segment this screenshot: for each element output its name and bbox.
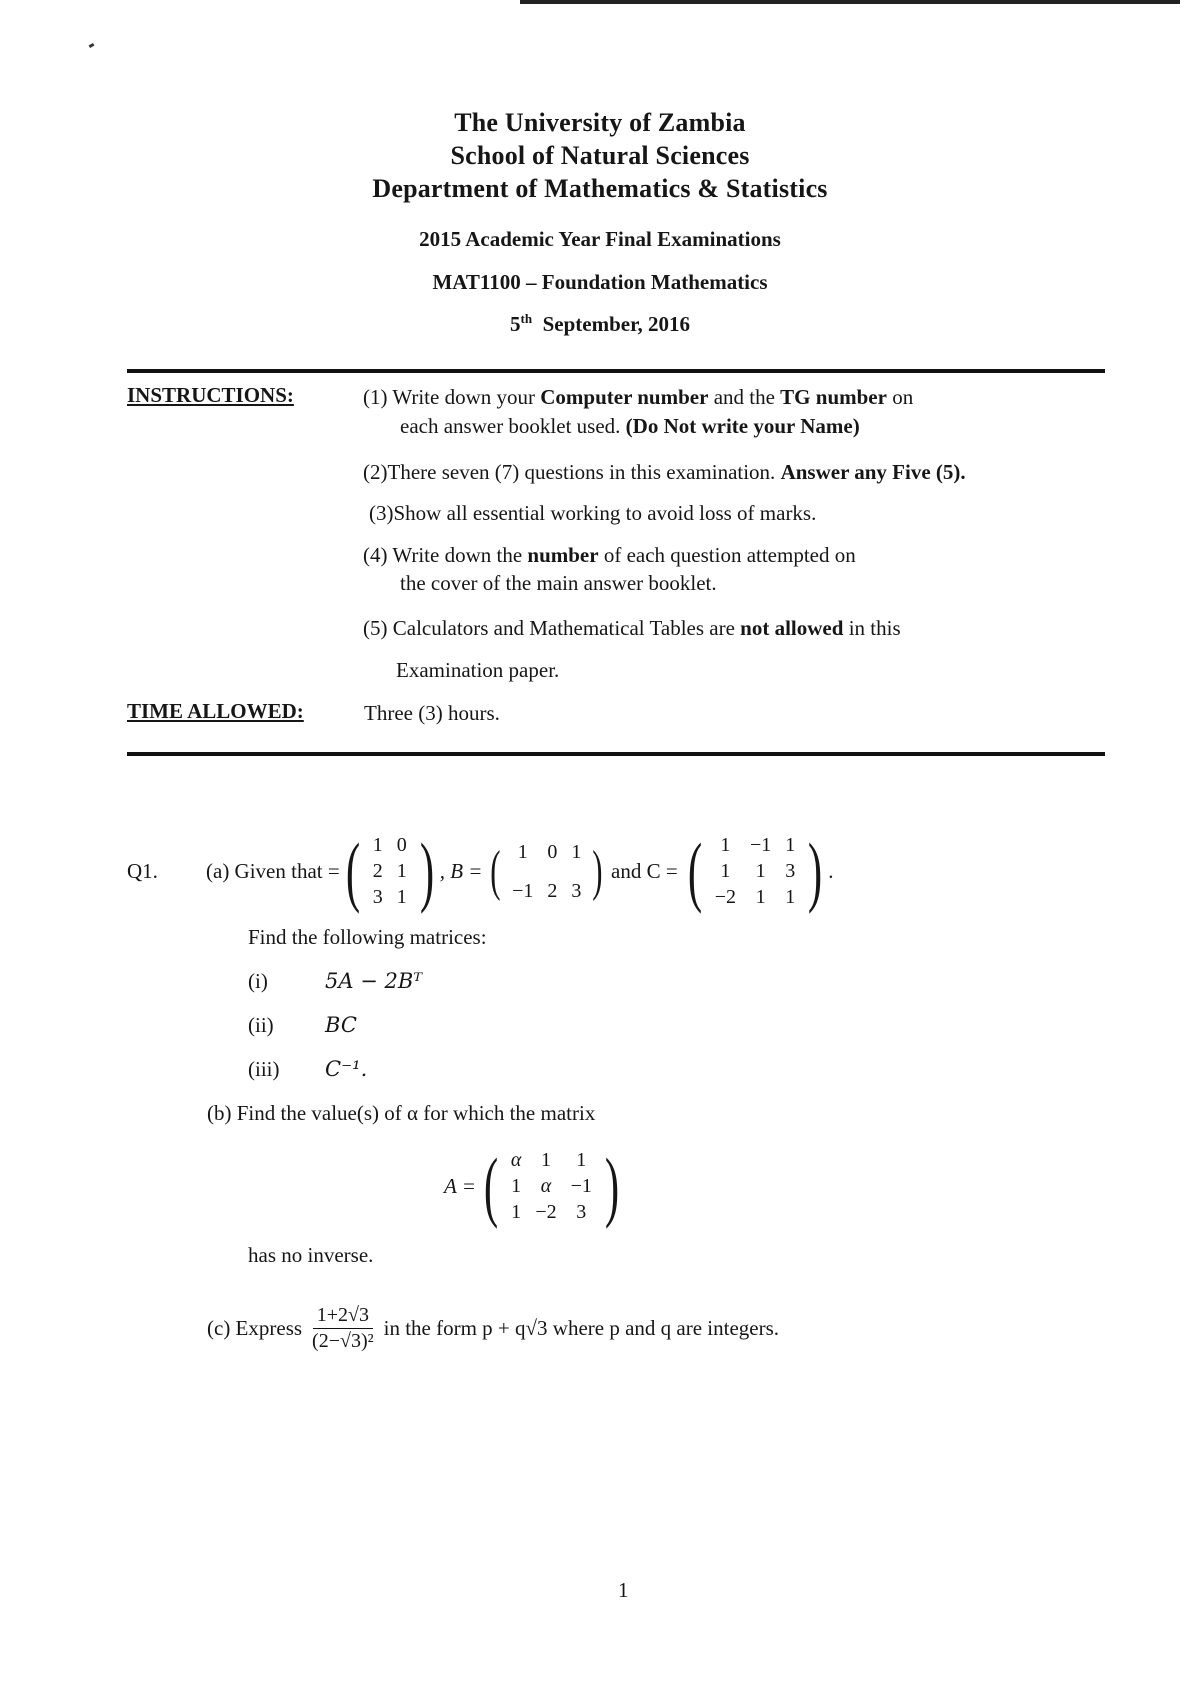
matrix-a-cell: 1	[372, 834, 383, 856]
matrix-a-cell: 3	[372, 886, 383, 908]
university-title: The University of Zambia	[454, 108, 746, 137]
header-divider	[127, 369, 1105, 373]
matrix-a2-cell: −2	[535, 1201, 557, 1223]
instruction-1	[363, 383, 913, 411]
matrix-a-table	[366, 832, 414, 910]
matrix-c-cell: 1	[720, 860, 731, 882]
matrix-b-label: , B =	[439, 858, 483, 883]
time-allowed-label: TIME ALLOWED:	[127, 699, 304, 723]
matrix-c-cell: 3	[785, 860, 796, 882]
q1c-prefix: (c) Express	[207, 1315, 303, 1340]
q1c-statement	[207, 1298, 779, 1358]
matrix-c-cell: 1	[785, 886, 796, 908]
matrix-a2-table	[504, 1147, 599, 1225]
instruction-5-bold: not allowed	[740, 616, 844, 640]
matrix-b-table	[505, 832, 588, 910]
q1b-end-text: has no inverse.	[248, 1243, 374, 1267]
matrix-a2-cell: 3	[576, 1201, 587, 1223]
q1c-denominator: (2−√3)²	[312, 1329, 374, 1352]
page-number: 1	[618, 1578, 629, 1602]
matrix-c	[682, 827, 829, 914]
matrix-b-cell: 0	[547, 840, 558, 863]
matrix-c-cell: 1	[720, 834, 731, 856]
matrix-a-cell: 2	[372, 860, 383, 882]
q1b-statement: (b) Find the value(s) of α for which the matrix	[207, 1101, 596, 1125]
matrix-c-cell: 1	[785, 834, 796, 856]
instruction-3: (3)Show all essential working to avoid loss of marks.	[369, 501, 817, 525]
scan-top-edge	[520, 0, 1180, 4]
matrix-a2-cell: −1	[570, 1175, 592, 1197]
instruction-4-line-2: the cover of the main answer booklet.	[400, 571, 717, 595]
instruction-2-bold: Answer any Five (5).	[780, 460, 966, 484]
q1a-part-iii-expr: C⁻¹.	[325, 1057, 368, 1081]
matrix-b-cell: −1	[512, 879, 534, 902]
instruction-4	[363, 541, 856, 569]
instruction-4-text-2: of each question attempted on	[598, 543, 856, 567]
matrix-a-cell: 0	[396, 834, 407, 856]
instruction-1-bold-tg: TG number	[780, 385, 887, 409]
instruction-1-bold-name: (Do Not write your Name)	[625, 414, 860, 438]
matrix-a-left-paren: (	[345, 827, 360, 914]
date-day: 5	[510, 312, 521, 336]
instruction-5-text-2: in this	[843, 616, 901, 640]
matrix-b-left-paren: (	[490, 840, 501, 902]
q1c-fraction	[308, 1304, 378, 1353]
exam-title: 2015 Academic Year Final Examinations	[419, 227, 781, 251]
matrix-c-cell: 1	[755, 860, 766, 882]
instruction-1-text: (1) Write down your	[363, 385, 541, 409]
instruction-4-bold: number	[527, 543, 599, 567]
instruction-5-text: (5) Calculators and Mathematical Tables are	[363, 616, 741, 640]
date-rest: September, 2016	[542, 312, 690, 336]
time-allowed-value: Three (3) hours.	[364, 701, 500, 725]
instruction-1-text-3: on	[886, 385, 914, 409]
instruction-2	[363, 458, 966, 486]
instruction-1-line-2	[400, 412, 860, 440]
matrix-b-cell: 3	[571, 879, 582, 902]
instruction-1-text-2: and the	[708, 385, 781, 409]
matrix-b-cell: 1	[571, 840, 582, 863]
q1b-matrix	[444, 1141, 625, 1231]
q1a-part-iii-label: (iii)	[248, 1057, 280, 1081]
scan-speck	[89, 43, 95, 48]
matrix-a2-cell: 1	[511, 1201, 522, 1223]
q1c-suffix: in the form p + q√3 where p and q are integers.	[383, 1315, 780, 1340]
matrix-c-cell: 1	[755, 886, 766, 908]
matrix-a2	[478, 1142, 625, 1229]
matrix-c-label: and C =	[611, 858, 678, 883]
instruction-1-line-2-text: each answer booklet used.	[400, 414, 626, 438]
matrix-c-cell: −1	[749, 834, 772, 856]
instructions-divider	[127, 752, 1105, 756]
matrix-a2-right-paren: )	[604, 1142, 620, 1229]
matrix-c-right-paren: )	[808, 827, 823, 914]
matrix-a-cell: 1	[396, 886, 407, 908]
school-title: School of Natural Sciences	[450, 141, 750, 170]
date-suffix: th	[520, 311, 533, 326]
q1a-intro: (a) Given that =	[206, 858, 340, 883]
department-title: Department of Mathematics & Statistics	[372, 174, 828, 203]
q1a-part-i-expr: 5A − 2Bᵀ	[325, 969, 423, 993]
exam-date	[0, 311, 1200, 337]
matrix-b-right-paren: )	[592, 840, 603, 902]
statement-end: .	[828, 858, 834, 883]
matrix-a2-cell: 1	[541, 1149, 551, 1171]
q1c-numerator: 1+2√3	[313, 1304, 373, 1329]
instruction-5	[363, 614, 901, 642]
q1a-part-i-label: (i)	[248, 969, 268, 993]
question-number: Q1.	[127, 859, 158, 883]
matrix-a2-label: A =	[444, 1173, 476, 1198]
matrix-a-cell: 1	[396, 860, 407, 882]
matrix-a2-cell: 1	[511, 1175, 522, 1197]
matrix-c-table	[708, 832, 803, 910]
matrix-b-cell: 2	[547, 879, 558, 902]
instruction-1-bold-computer: Computer number	[540, 385, 709, 409]
instruction-5-line-2: Examination paper.	[396, 658, 560, 682]
matrix-b-cell: 1	[517, 840, 528, 863]
q1a-statement	[206, 825, 833, 917]
matrix-a2-left-paren: (	[483, 1142, 499, 1229]
q1a-part-ii-expr: BC	[325, 1013, 357, 1037]
course-title: MAT1100 – Foundation Mathematics	[432, 270, 768, 294]
matrix-a2-cell: α	[540, 1175, 552, 1197]
matrix-a	[340, 827, 440, 914]
instruction-2-text: (2)There seven (7) questions in this examination.	[363, 460, 781, 484]
q1a-find-text: Find the following matrices:	[248, 925, 487, 949]
matrix-a-right-paren: )	[419, 827, 434, 914]
matrix-b	[486, 832, 607, 910]
instruction-4-text: (4) Write down the	[363, 543, 528, 567]
q1a-part-ii-label: (ii)	[248, 1013, 274, 1037]
matrix-c-cell: −2	[714, 886, 736, 908]
matrix-a2-cell: α	[510, 1149, 522, 1171]
matrix-c-left-paren: (	[687, 827, 702, 914]
instructions-label: INSTRUCTIONS:	[127, 383, 294, 407]
matrix-a2-cell: 1	[576, 1149, 587, 1171]
